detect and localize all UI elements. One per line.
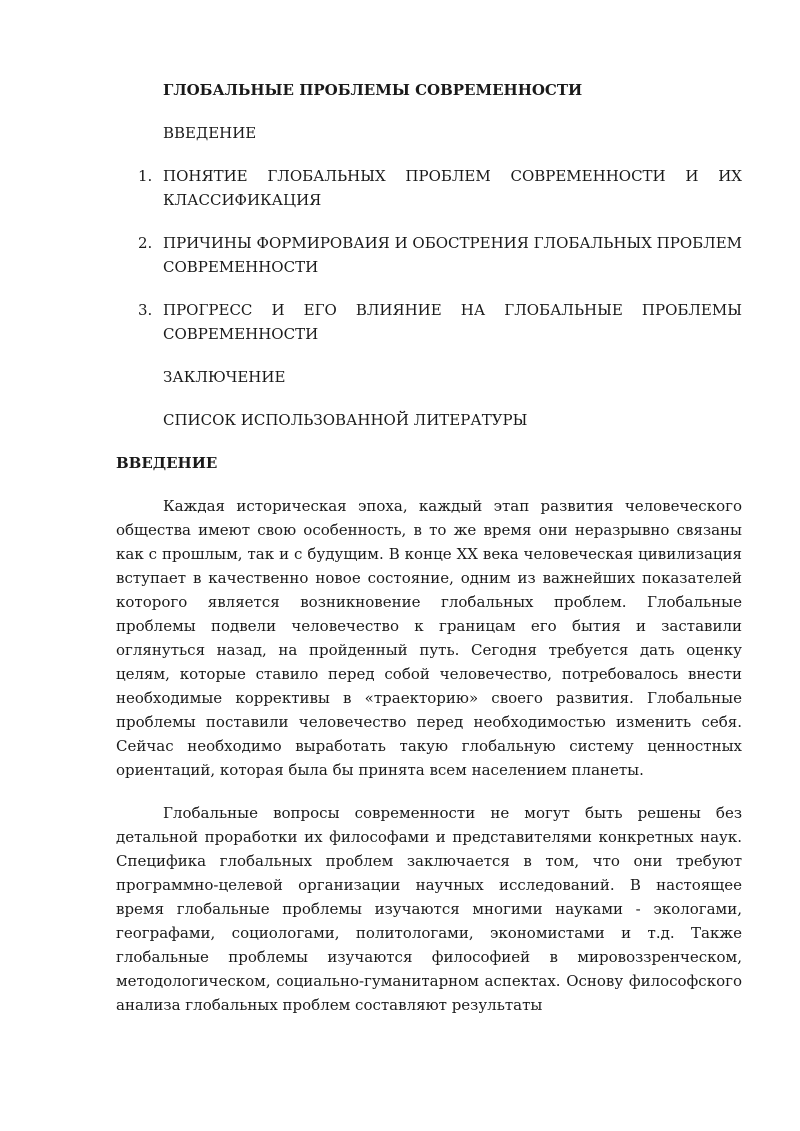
toc-list (116, 164, 742, 346)
body-paragraph: Каждая историческая эпоха, каждый этап развития человеческого общества имеют свою особенность, в то же время они неразрывно связаны как с прошлым, так и с будущим. В конце XX века человеческая цивилизация вступает в качественно новое состояние, одним из важнейших показателей которого является возникновение глобальных проблем. Глобальные проблемы подвели человечество к границам его бытия и заставили оглянуться назад, на пройденный путь. Сегодня требуется дать оценку целям, которые ставило перед собой человечество, потребовалось внести необходимые коррективы в «траекторию» своего развития. Глобальные проблемы поставили человечество перед необходимостью изменить себя. Сейчас необходимо выработать такую глобальную систему ценностных ориентаций, которая была бы принята всем населением планеты. (116, 497, 742, 779)
toc-item-conclusion: ЗАКЛЮЧЕНИЕ (163, 368, 286, 386)
toc-item-number: 2. (138, 234, 153, 252)
toc-item-3 (116, 298, 742, 346)
toc-item-references: СПИСОК ИСПОЛЬЗОВАННОЙ ЛИТЕРАТУРЫ (163, 411, 528, 429)
toc-item-number: 3. (138, 301, 153, 319)
toc-item-2 (116, 231, 742, 279)
toc-item-1 (116, 164, 742, 212)
toc-item-text: ПОНЯТИЕ ГЛОБАЛЬНЫХ ПРОБЛЕМ СОВРЕМЕННОСТИ И ИХ КЛАССИФИКАЦИЯ (163, 167, 742, 209)
toc-item-text: ПРОГРЕСС И ЕГО ВЛИЯНИЕ НА ГЛОБАЛЬНЫЕ ПРОБЛЕМЫ СОВРЕМЕННОСТИ (163, 301, 742, 343)
body-paragraph: Глобальные вопросы современности не могут быть решены без детальной проработки их философами и представителями конкретных наук. Специфика глобальных проблем заключается в том, что они требуют программно-целевой организации научных исследований. В настоящее время глобальные проблемы изучаются многими науками - экологами, географами, социологами, политологами, экономистами и т.д. Также глобальные проблемы изучаются философией в мировоззренческом, методологическом, социально-гуманитарном аспектах. Основу философского анализа глобальных проблем составляют результаты (116, 804, 742, 1014)
document-content (116, 78, 742, 1036)
toc-item-number: 1. (138, 167, 153, 185)
toc-item-intro: ВВЕДЕНИЕ (163, 124, 257, 142)
section-heading: ВВЕДЕНИЕ (116, 454, 218, 472)
document-title: ГЛОБАЛЬНЫЕ ПРОБЛЕМЫ СОВРЕМЕННОСТИ (163, 81, 583, 99)
toc-item-text: ПРИЧИНЫ ФОРМИРОВАИЯ И ОБОСТРЕНИЯ ГЛОБАЛЬНЫХ ПРОБЛЕМ СОВРЕМЕННОСТИ (163, 234, 742, 276)
